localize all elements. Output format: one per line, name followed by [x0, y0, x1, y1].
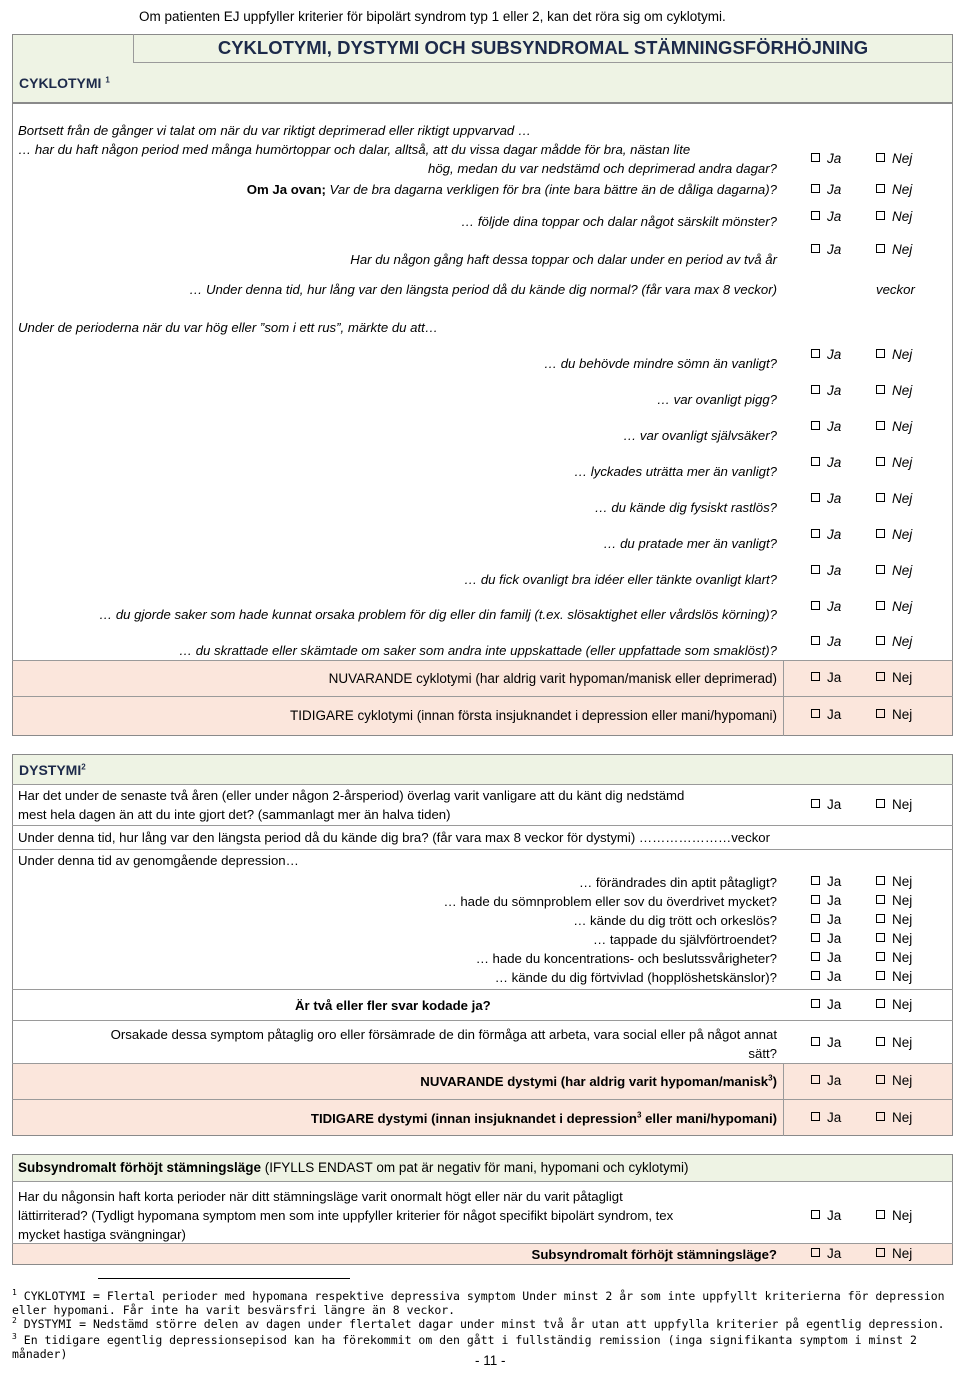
dys-s3-ja[interactable]: Ja	[811, 911, 841, 929]
checkbox-icon	[811, 244, 820, 253]
dys-s6-nej[interactable]: Nej	[876, 968, 912, 986]
checkbox-icon	[876, 1112, 885, 1121]
row-divider	[12, 825, 953, 826]
checkbox-icon	[811, 971, 820, 980]
cyk-q-langsta: … Under denna tid, hur lång var den längsta period då du kände dig normal? (får vara max 8 veckor)	[189, 282, 777, 297]
cyk-q3-nej[interactable]: Nej	[876, 208, 912, 226]
dys-tva-nej[interactable]: Nej	[876, 996, 912, 1014]
section-title: CYKLOTYMI, DYSTYMI OCH SUBSYNDROMAL STÄMNINGSFÖRHÖJNING	[217, 37, 869, 58]
checkbox-icon	[811, 636, 820, 645]
checkbox-icon	[811, 999, 820, 1008]
dys-tidigare-ja[interactable]: Ja	[811, 1109, 841, 1127]
footnote-1: $^1$ CYKLOTYMI = Flertal perioder med hypomana respektive depressiva symptom Under minst 2 år som inte uppfyllt kriterierna för depression eller hypomani. Får inte ha varit besvärsfri längre än 8 veckor.	[12, 1288, 945, 1317]
dys-q1b: mest hela dagen än att du inte gjort det? (sammanlagt mer än halva tiden)	[18, 807, 451, 822]
cyk-veckor: veckor	[876, 282, 915, 297]
dys-symptom-5: … hade du koncentrations- och beslutssvårigheter?	[475, 951, 777, 966]
dys-tva-ja[interactable]: Ja	[811, 996, 841, 1014]
cyk-s8-ja[interactable]: Ja	[811, 598, 841, 616]
cyk-s5-ja[interactable]: Ja	[811, 490, 841, 508]
cyk-nuvarande-nej[interactable]: Nej	[876, 669, 912, 687]
sub-q-a: Har du någonsin haft korta perioder när ditt stämningsläge varit onormalt högt eller när du varit påtagligt	[18, 1189, 623, 1204]
cyk-symptom-6: … du pratade mer än vanligt?	[603, 536, 777, 551]
cyk-intro-3: hög, medan du var nedstämd och deprimerad andra dagar?	[428, 161, 777, 176]
checkbox-icon	[811, 1112, 820, 1121]
cyk-q-ovan: Om Ja ovan; Var de bra dagarna verkligen för bra (inte bara bättre än de dåliga dagarna)?	[246, 182, 777, 197]
cyk-q4-nej[interactable]: Nej	[876, 241, 912, 259]
checkbox-icon	[876, 529, 885, 538]
cyk-symptom-9: … du skrattade eller skämtade om saker som andra inte uppskattade (eller uppfattade som smaklöst)?	[178, 643, 777, 658]
checkbox-icon	[876, 672, 885, 681]
dys-s3-nej[interactable]: Nej	[876, 911, 912, 929]
checkbox-icon	[811, 565, 820, 574]
dys-s2-nej[interactable]: Nej	[876, 892, 912, 910]
cyk-q2-nej[interactable]: Nej	[876, 181, 912, 199]
cyk-tidigare-label: TIDIGARE cyklotymi (innan första insjuknandet i depression eller mani/hypomani)	[290, 708, 777, 723]
row-divider	[12, 1063, 953, 1064]
dys-s5-ja[interactable]: Ja	[811, 949, 841, 967]
checkbox-icon	[811, 529, 820, 538]
checkbox-icon	[811, 457, 820, 466]
footnote-2: $^2$ DYSTYMI = Nedstämd större delen av dagen under flertalet dagar under minst två år utan att uppfylla kriterier på egentlig depression.	[12, 1316, 945, 1331]
dys-tidigare-label: TIDIGARE dystymi (innan insjuknandet i depression$^3$ eller mani/hypomani)	[310, 1110, 777, 1126]
cyk-s6-nej[interactable]: Nej	[876, 526, 912, 544]
cyk-s6-ja[interactable]: Ja	[811, 526, 841, 544]
dys-s4-ja[interactable]: Ja	[811, 930, 841, 948]
checkbox-icon	[876, 1210, 885, 1219]
dys-symptom-3: … kände du dig trött och orkeslös?	[573, 913, 777, 928]
cyk-q1-ja[interactable]: Ja	[811, 150, 841, 168]
checkbox-icon	[876, 565, 885, 574]
cyk-q1-nej[interactable]: Nej	[876, 150, 912, 168]
checkbox-icon	[811, 914, 820, 923]
page-number: - 11 -	[475, 1353, 506, 1368]
checkbox-icon	[811, 349, 820, 358]
dystymi-title: DYSTYMI$^2$	[19, 762, 86, 778]
cyk-symptom-2: … var ovanligt pigg?	[656, 392, 777, 407]
checkbox-icon	[811, 1037, 820, 1046]
checkbox-icon	[811, 709, 820, 718]
dys-q2: Under denna tid, hur lång var den längsta period då du kände dig bra? (får vara max 8 veckor för dystymi) …………………veckor	[18, 830, 771, 845]
cyk-symptom-1: … du behövde mindre sömn än vanligt?	[543, 356, 777, 371]
cyk-tidigare-nej[interactable]: Nej	[876, 706, 912, 724]
checkbox-icon	[811, 421, 820, 430]
row-divider	[12, 660, 953, 661]
checkbox-icon	[876, 933, 885, 942]
checkbox-icon	[811, 1075, 820, 1084]
checkbox-icon	[811, 933, 820, 942]
cyk-s9-ja[interactable]: Ja	[811, 633, 841, 651]
dys-orsakade-b: sätt?	[748, 1046, 777, 1061]
cyk-s4-nej[interactable]: Nej	[876, 454, 912, 472]
checkbox-icon	[876, 153, 885, 162]
checkbox-icon	[811, 895, 820, 904]
checkbox-icon	[811, 876, 820, 885]
checkbox-icon	[876, 184, 885, 193]
cyk-nuvarande-ja[interactable]: Ja	[811, 669, 841, 687]
checkbox-icon	[811, 385, 820, 394]
dys-symptom-2: … hade du sömnproblem eller sov du överdrivet mycket?	[443, 894, 777, 909]
checkbox-icon	[876, 876, 885, 885]
checkbox-icon	[876, 1037, 885, 1046]
checkbox-icon	[876, 895, 885, 904]
dys-tva-fler: Är två eller fler svar kodade ja?	[295, 998, 491, 1013]
dys-symptom-1: … förändrades din aptit påtagligt?	[579, 875, 777, 890]
checkbox-icon	[876, 457, 885, 466]
cyk-s3-nej[interactable]: Nej	[876, 418, 912, 436]
cyk-nuvarande-label: NUVARANDE cyklotymi (har aldrig varit hypoman/manisk eller deprimerad)	[328, 671, 777, 686]
checkbox-icon	[811, 601, 820, 610]
cyk-q4-ja[interactable]: Ja	[811, 241, 841, 259]
checkbox-icon	[876, 349, 885, 358]
row-divider	[12, 1181, 953, 1182]
dys-symptom-6: … kände du dig förtvivlad (hopplöshetskänslor)?	[494, 970, 777, 985]
sub-summary-label: Subsyndromalt förhöjt stämningsläge?	[531, 1247, 777, 1262]
checkbox-icon	[876, 799, 885, 808]
dys-symptom-4: … tappade du självförtroendet?	[592, 932, 777, 947]
dys-s5-nej[interactable]: Nej	[876, 949, 912, 967]
cyk-intro-hog: Under de perioderna när du var hög eller ”som i ett rus”, märkte du att…	[18, 320, 438, 335]
sub-q-nej[interactable]: Nej	[876, 1207, 912, 1225]
dys-orsakade-a: Orsakade dessa symptom påtaglig oro eller försämrade de din förmåga att arbeta, vara social eller på något annat	[110, 1027, 777, 1042]
cyk-intro-1: Bortsett från de gånger vi talat om när du var riktigt deprimerad eller riktigt uppvarvad …	[18, 123, 532, 138]
checkbox-icon	[876, 601, 885, 610]
dys-intro: Under denna tid av genomgående depression…	[18, 853, 299, 868]
col-divider	[783, 660, 784, 736]
sub-summary-ja[interactable]: Ja	[811, 1245, 841, 1263]
col-divider	[783, 1063, 784, 1136]
dys-orsakade-nej[interactable]: Nej	[876, 1034, 912, 1052]
cyk-s7-ja[interactable]: Ja	[811, 562, 841, 580]
checkbox-icon	[811, 799, 820, 808]
dys-q1-ja[interactable]: Ja	[811, 796, 841, 814]
sub-summary-nej[interactable]: Nej	[876, 1245, 912, 1263]
cyk-q2-ja[interactable]: Ja	[811, 181, 841, 199]
checkbox-icon	[811, 211, 820, 220]
cyk-q3-ja[interactable]: Ja	[811, 208, 841, 226]
cyk-intro-2: … har du haft någon period med många humörtoppar och dalar, alltså, att du vissa dagar mådde för bra, nästan lite	[18, 142, 691, 157]
checkbox-icon	[876, 952, 885, 961]
cyk-s1-nej[interactable]: Nej	[876, 346, 912, 364]
checkbox-icon	[876, 1248, 885, 1257]
dys-q1a: Har det under de senaste två åren (eller under någon 2-årsperiod) överlag varit vanligare att du känt dig nedstämd	[18, 788, 685, 803]
header-divider	[133, 62, 953, 63]
footnote-3: $^3$ En tidigare egentlig depressionsepisod kan ha förekommit om den gått i fullständig remission (inga signifikanta symptom i minst 2 månader)	[12, 1332, 917, 1361]
row-divider	[12, 849, 953, 850]
checkbox-icon	[876, 211, 885, 220]
top-note: Om patienten EJ uppfyller kriterier för bipolärt syndrom typ 1 eller 2, kan det röra sig om cyklotymi.	[139, 9, 726, 24]
cyk-s3-ja[interactable]: Ja	[811, 418, 841, 436]
checkbox-icon	[811, 184, 820, 193]
cyk-s4-ja[interactable]: Ja	[811, 454, 841, 472]
cyk-s2-nej[interactable]: Nej	[876, 382, 912, 400]
checkbox-icon	[876, 914, 885, 923]
checkbox-icon	[811, 952, 820, 961]
row-divider	[12, 1099, 953, 1100]
cyk-symptom-8: … du gjorde saker som hade kunnat orsaka problem för dig eller din familj (t.ex. slösaktighet eller vårdslös körning)?	[98, 607, 777, 622]
checkbox-icon	[811, 493, 820, 502]
dys-q1-nej[interactable]: Nej	[876, 796, 912, 814]
cyk-s2-ja[interactable]: Ja	[811, 382, 841, 400]
cyk-s5-nej[interactable]: Nej	[876, 490, 912, 508]
dys-nuvarande-nej[interactable]: Nej	[876, 1072, 912, 1090]
cyk-tidigare-ja[interactable]: Ja	[811, 706, 841, 724]
row-divider	[12, 1243, 953, 1244]
sub-q-ja[interactable]: Ja	[811, 1207, 841, 1225]
subsyndromal-title: Subsyndromalt förhöjt stämningsläge (IFYLLS ENDAST om pat är negativ för mani, hypomani och cyklotymi)	[18, 1160, 689, 1175]
checkbox-icon	[876, 244, 885, 253]
cyk-symptom-7: … du fick ovanligt bra idéer eller tänkte ovanligt klart?	[464, 572, 777, 587]
cyk-symptom-4: … lyckades uträtta mer än vanligt?	[573, 464, 777, 479]
checkbox-icon	[876, 999, 885, 1008]
sub-q-b: lättirriterad? (Tydligt hypomana symptom men som inte uppfyller kriterier för något specifikt bipolärt syndrom, tex	[18, 1208, 674, 1223]
checkbox-icon	[876, 636, 885, 645]
checkbox-icon	[876, 385, 885, 394]
cyk-s8-nej[interactable]: Nej	[876, 598, 912, 616]
checkbox-icon	[811, 672, 820, 681]
cyk-s7-nej[interactable]: Nej	[876, 562, 912, 580]
dys-nuvarande-ja[interactable]: Ja	[811, 1072, 841, 1090]
row-divider	[12, 696, 953, 697]
cyk-q-monster: … följde dina toppar och dalar något särskilt mönster?	[461, 214, 777, 229]
footnote-rule	[98, 1278, 350, 1279]
row-divider	[12, 784, 953, 785]
dys-tidigare-nej[interactable]: Nej	[876, 1109, 912, 1127]
checkbox-icon	[876, 709, 885, 718]
sub-q-c: mycket hastiga svängningar)	[18, 1227, 186, 1242]
checkbox-icon	[876, 493, 885, 502]
dystymi-header-bg	[13, 755, 952, 784]
dys-s1-ja[interactable]: Ja	[811, 873, 841, 891]
checkbox-icon	[876, 1075, 885, 1084]
dys-orsakade-ja[interactable]: Ja	[811, 1034, 841, 1052]
row-divider	[12, 989, 953, 990]
checkbox-icon	[811, 153, 820, 162]
dys-s1-nej[interactable]: Nej	[876, 873, 912, 891]
cyk-s9-nej[interactable]: Nej	[876, 633, 912, 651]
dys-nuvarande-label: NUVARANDE dystymi (har aldrig varit hypoman/manisk$^3$)	[420, 1073, 777, 1089]
checkbox-icon	[811, 1210, 820, 1219]
dys-s2-ja[interactable]: Ja	[811, 892, 841, 910]
cyk-symptom-3: … var ovanligt självsäker?	[623, 428, 777, 443]
cyk-symptom-5: … du kände dig fysiskt rastlös?	[594, 500, 777, 515]
checkbox-icon	[876, 421, 885, 430]
dys-s4-nej[interactable]: Nej	[876, 930, 912, 948]
checkbox-icon	[811, 1248, 820, 1257]
row-divider	[12, 1020, 953, 1021]
checkbox-icon	[876, 971, 885, 980]
cyk-s1-ja[interactable]: Ja	[811, 346, 841, 364]
cyk-q-tva-ar: Har du någon gång haft dessa toppar och dalar under en period av två år	[350, 252, 777, 267]
dys-s6-ja[interactable]: Ja	[811, 968, 841, 986]
cyklotymi-title: CYKLOTYMI $^1$	[19, 75, 110, 91]
